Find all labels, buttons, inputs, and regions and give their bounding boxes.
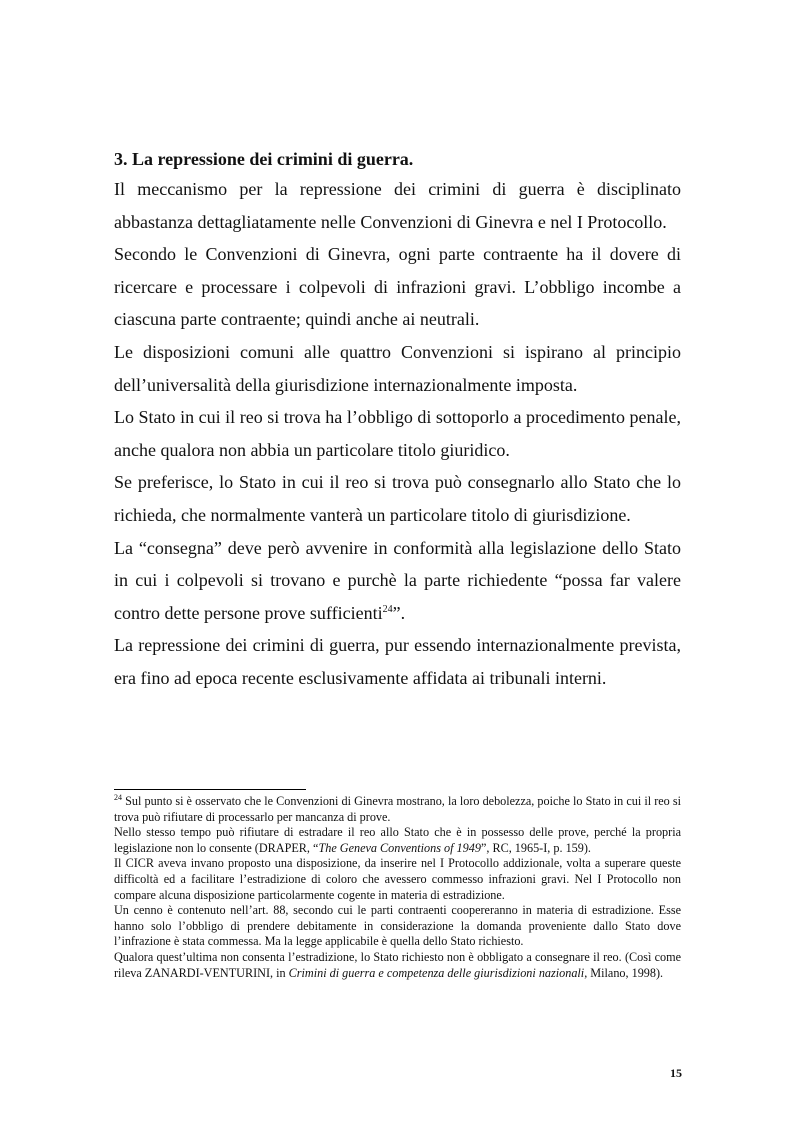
body-paragraph: Secondo le Convenzioni di Ginevra, ogni parte contraente ha il dovere di ricercare e processare i colpevoli di infrazioni gravi. L’obbligo incombe a ciascuna parte contraente; quindi anche ai neutrali. (114, 244, 681, 330)
section-heading: 3. La repressione dei crimini di guerra. (114, 149, 414, 169)
footnote-text: Qualora quest’ultima non consenta l’estradizione, lo Stato richiesto non è obbligato a consegnare il reo. (Così come rileva ZANARDI-VENTURINI, in (114, 949, 681, 980)
footnote-text: , Milano, 1998). (584, 965, 664, 980)
footnote-paragraph: Il CICR aveva invano proposto una disposizione, da inserire nel I Protocollo addizionale, volta a superare queste difficoltà ed a facilitare l’estradizione di coloro che avessero commesso infrazioni gravi. Nel I Protocollo non compare alcuna disposizione particolarmente cogente in materia di estradizione. (114, 856, 681, 902)
footnote-reference[interactable]: 24 (382, 603, 393, 615)
body-text (114, 173, 681, 695)
footnote-paragraph: Un cenno è contenuto nell’art. 88, secondo cui le parti contraenti coopereranno in materia di estradizione. Esse hanno solo l’obbligo di prendere debitamente in considerazione la domanda proveniente dallo Stato dove l’infrazione è stata commessa. Ma la legge applicabile è quella dello Stato richiesto. (114, 903, 681, 949)
body-paragraph-with-note (114, 532, 681, 630)
footnote-paragraph (114, 794, 681, 825)
footnote-paragraph (114, 950, 681, 981)
footnote-separator (114, 789, 306, 790)
cited-work-title: The Geneva Conventions of 1949 (318, 840, 481, 855)
cited-work-title: Crimini di guerra e competenza delle giurisdizioni nazionali (288, 965, 585, 980)
body-paragraph: La repressione dei crimini di guerra, pur essendo internazionalmente prevista, era fino ad epoca recente esclusivamente affidata ai tribunali interni. (114, 635, 681, 688)
body-paragraph: Lo Stato in cui il reo si trova ha l’obbligo di sottoporlo a procedimento penale, anche qualora non abbia un particolare titolo giuridico. (114, 407, 681, 460)
paragraph-text-end: ”. (392, 602, 406, 623)
footnote-text: ”, RC, 1965-I, p. 159). (480, 840, 591, 855)
footnote-text: Sul punto si è osservato che le Convenzioni di Ginevra mostrano, la loro debolezza, poiche lo Stato in cui il reo si trova può rifiutare di processarlo per mancanza di prove. (114, 794, 681, 824)
footnote-paragraph (114, 825, 681, 856)
paragraph-text: La “consegna” deve però avvenire in conformità alla legislazione dello Stato in cui i colpevoli si trovano e purchè la parte richiedente “possa far valere contro dette persone prove sufficienti (114, 537, 681, 623)
body-paragraph: Le disposizioni comuni alle quattro Convenzioni si ispirano al principio dell’universalità della giurisdizione internazionalmente imposta. (114, 341, 681, 395)
body-paragraph: Il meccanismo per la repressione dei crimini di guerra è disciplinato abbastanza dettagliatamente nelle Convenzioni di Ginevra e nel I Protocollo. (114, 179, 681, 232)
page-number: 15 (670, 1066, 682, 1080)
footnote-number: 24 (114, 793, 122, 802)
footnote (114, 794, 681, 981)
footnote-text: Nello stesso tempo può rifiutare di estradare il reo allo Stato che è in possesso delle prove, perché la propria legislazione non lo consente (DRAPER, “ (114, 825, 681, 855)
body-paragraph: Se preferisce, lo Stato in cui il reo si trova può consegnarlo allo Stato che lo richieda, che normalmente vanterà un particolare titolo di giurisdizione. (114, 472, 681, 525)
